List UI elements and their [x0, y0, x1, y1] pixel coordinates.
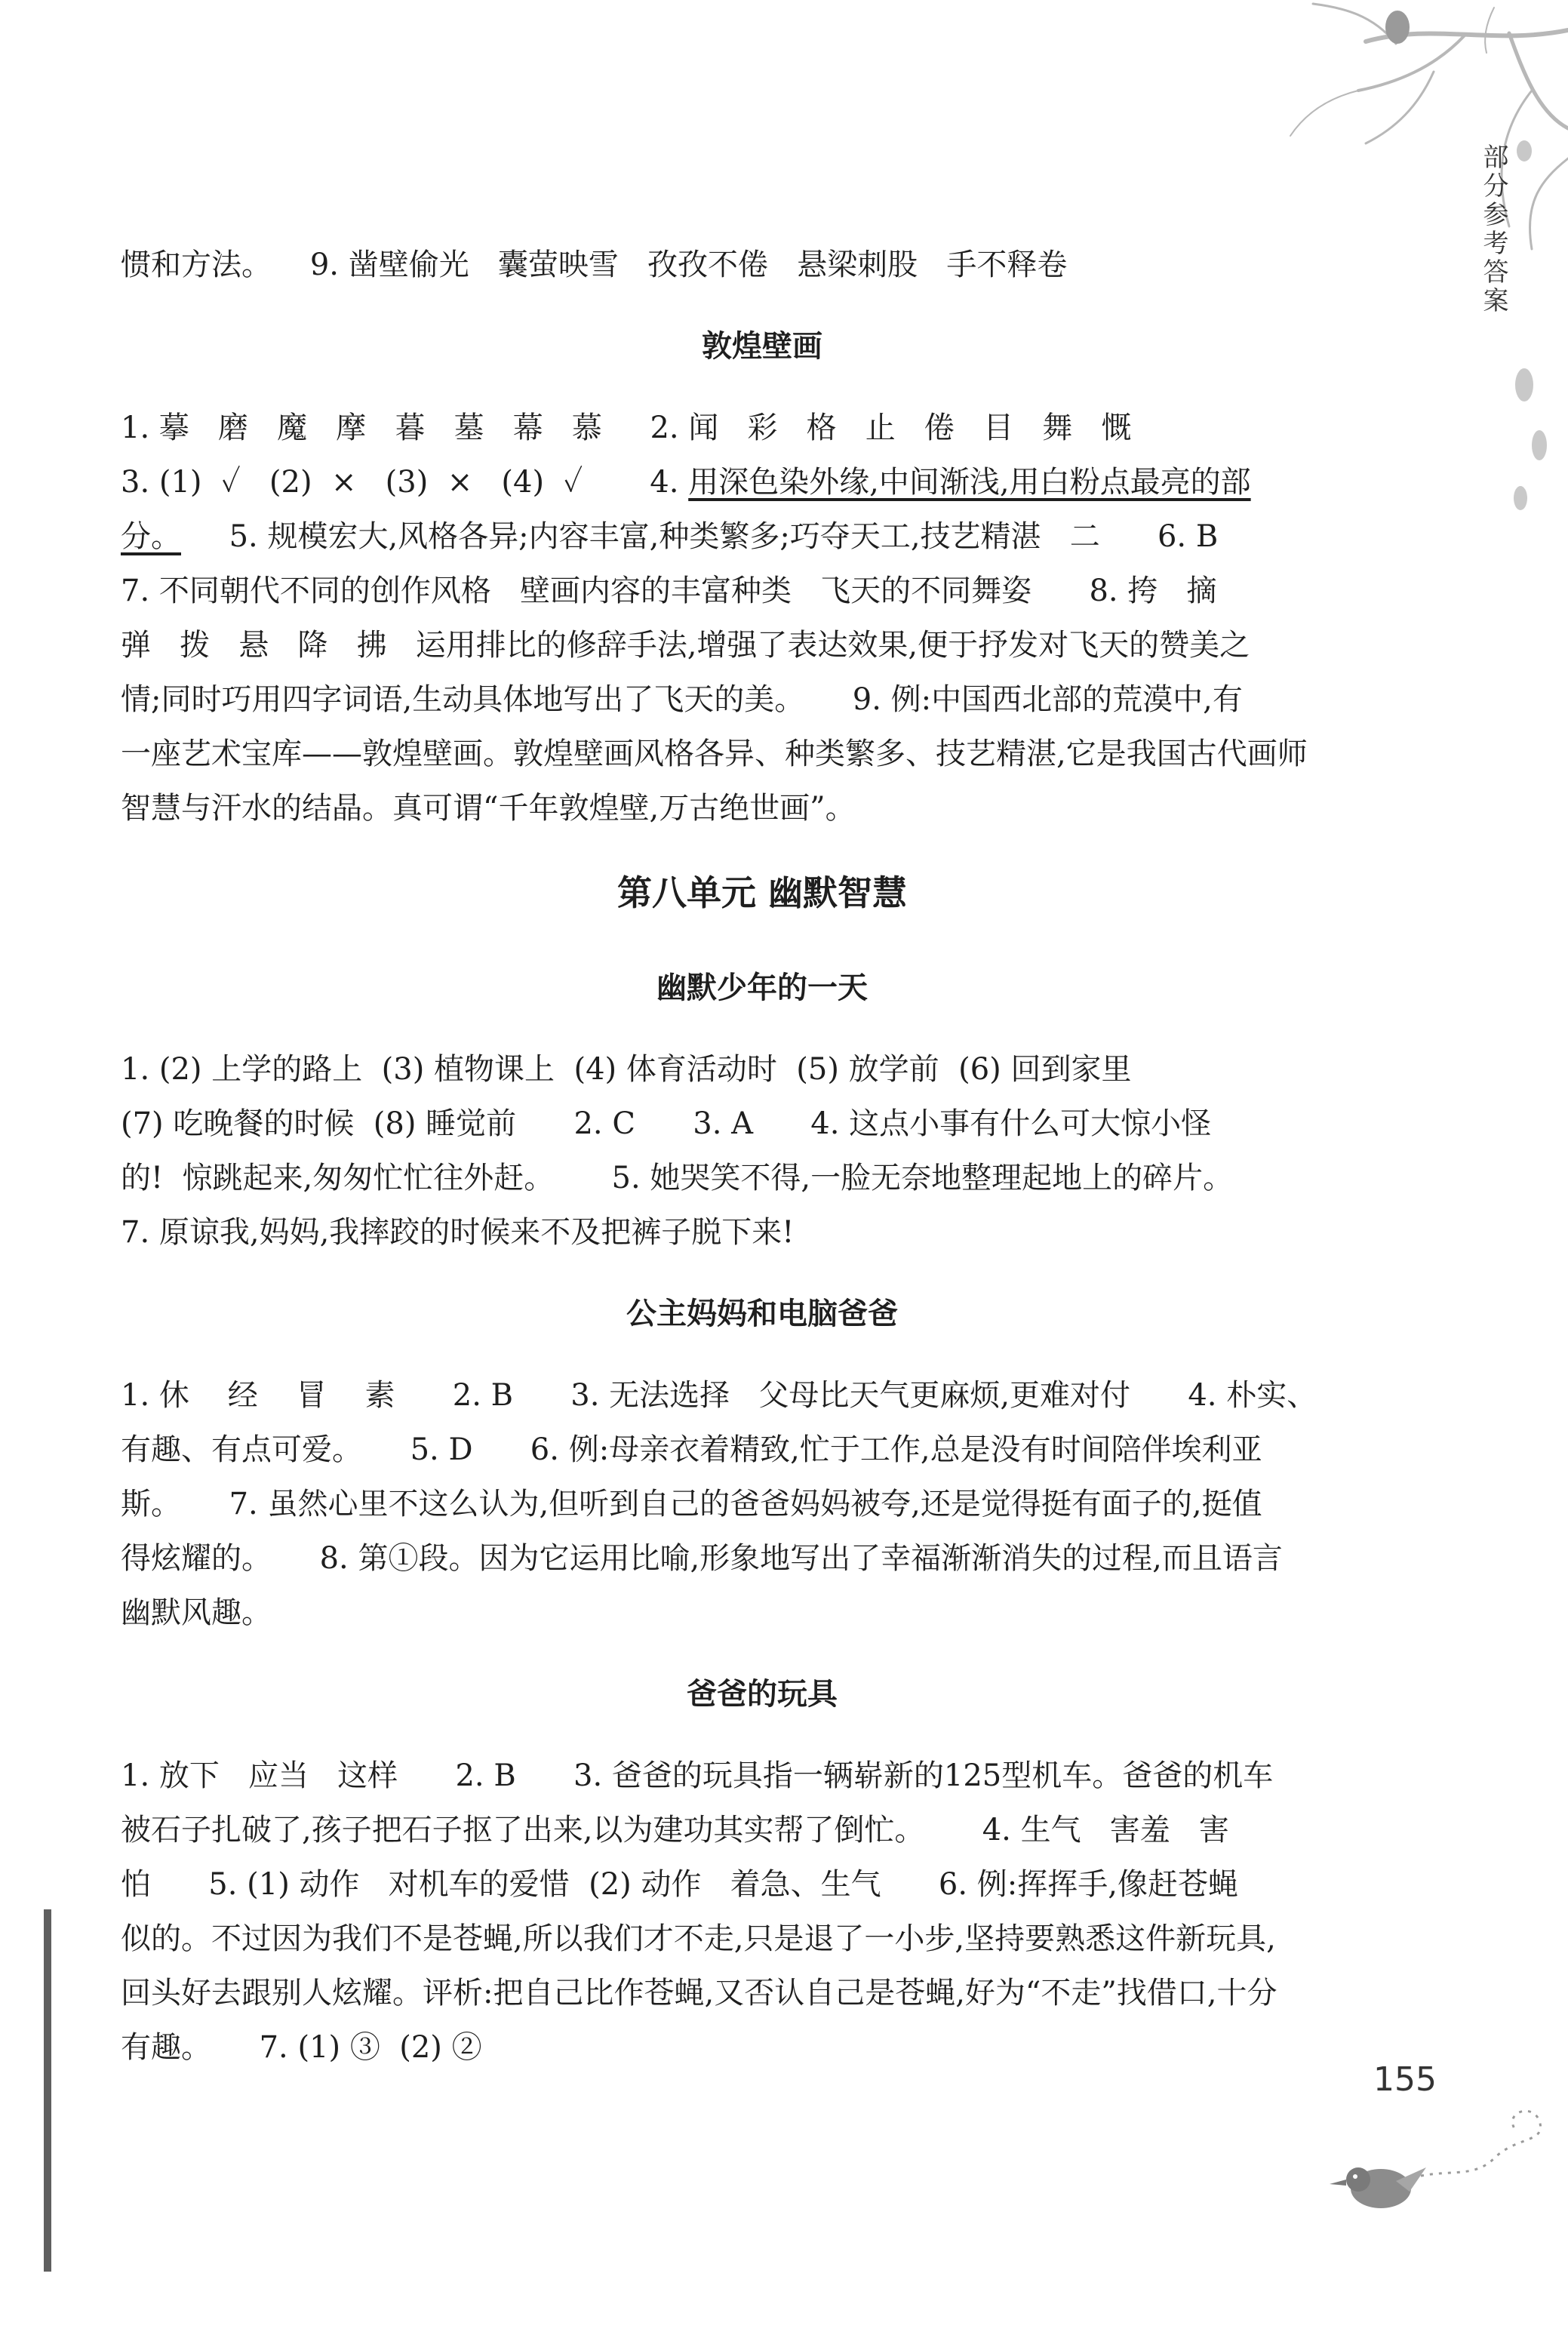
answer-line: 斯。 7. 虽然心里不这么认为,但听到自己的爸爸妈妈被夸,还是觉得挺有面子的,挺值 — [121, 1487, 1262, 1521]
answer-line: (7) 吃晚餐的时候 (8) 睡觉前 2. C 3. A 4. 这点小事有什么可大惊小怪 — [121, 1106, 1212, 1141]
answer-line: 的! 惊跳起来,匆匆忙忙往外赶。 5. 她哭笑不得,一脸无奈地整理起地上的碎片。 — [121, 1161, 1234, 1195]
section-title-dunhuang: 敦煌壁画 — [702, 329, 822, 364]
answer-line: 弹 拨 悬 降 拂 运用排比的修辞手法,增强了表达效果,便于抒发对飞天的赞美之 — [121, 628, 1250, 663]
answer-line: 1. 放下 应当 这样 2. B 3. 爸爸的玩具指一辆崭新的125型机车。爸爸的机车 — [121, 1758, 1274, 1793]
answer-text: 3. (1) ✓ (2) × (3) × (4) ✓ 4. — [121, 465, 689, 500]
underlined-answer: 分。 — [121, 519, 181, 554]
answer-line — [121, 509, 1404, 564]
answer-line: 情;同时巧用四字词语,生动具体地写出了飞天的美。 9. 例:中国西北部的荒漠中,有 — [121, 682, 1243, 717]
continuation-line: 惯和方法。 9. 凿壁偷光 囊萤映雪 孜孜不倦 悬梁刺股 手不释卷 — [121, 248, 1068, 282]
answer-line: 似的。不过因为我们不是苍蝇,所以我们才不走,只是退了一小步,坚持要熟悉这件新玩具, — [121, 1921, 1276, 1956]
answer-line: 7. 不同朝代不同的创作风格 壁画内容的丰富种类 飞天的不同舞姿 8. 挎 摘 — [121, 574, 1217, 608]
answer-line — [121, 455, 1404, 509]
section-title-wanju: 爸爸的玩具 — [687, 1677, 838, 1712]
unit-title: 第八单元 幽默智慧 — [616, 872, 907, 913]
answer-line: 1. 休 经 冒 素 2. B 3. 无法选择 父母比天气更麻烦,更难对付 4. 朴实、 — [121, 1378, 1317, 1413]
answer-line: 1. (2) 上学的路上 (3) 植物课上 (4) 体育活动时 (5) 放学前 (6) 回到家里 — [121, 1052, 1132, 1087]
answer-line: 智慧与汗水的结晶。真可谓“千年敦煌壁,万古绝世画”。 — [121, 791, 856, 826]
bird-silhouette — [1385, 11, 1410, 44]
answer-line: 得炫耀的。 8. 第①段。因为它运用比喻,形象地写出了幸福渐渐消失的过程,而且语言 — [121, 1541, 1283, 1576]
answer-line: 回头好去跟别人炫耀。评析:把自己比作苍蝇,又否认自己是苍蝇,好为“不走”找借口,十分 — [121, 1976, 1277, 2010]
underlined-answer: 用深色染外缘,中间渐浅,用白粉点最亮的部 — [688, 465, 1251, 500]
leaf-decoration — [1502, 355, 1562, 521]
answer-line: 幽默风趣。 — [121, 1595, 272, 1630]
answer-line: 1. 摹 磨 魔 摩 暮 墓 幕 慕 2. 闻 彩 格 止 倦 目 舞 慨 — [121, 411, 1132, 445]
answer-line: 7. 原谅我,妈妈,我摔跤的时候来不及把裤子脱下来! — [121, 1215, 795, 1250]
answer-line: 有趣、有点可爱。 5. D 6. 例:母亲衣着精致,忙于工作,总是没有时间陪伴埃利亚 — [121, 1432, 1262, 1467]
answer-line: 被石子扎破了,孩子把石子抠了出来,以为建功其实帮了倒忙。 4. 生气 害羞 害 — [121, 1813, 1229, 1847]
bird-decoration — [1313, 2098, 1562, 2241]
section-title-youmo: 幽默少年的一天 — [656, 971, 868, 1005]
answer-text: 5. 规模宏大,风格各异;内容丰富,种类繁多;巧夺天工,技艺精湛 二 6. B — [181, 519, 1219, 554]
section-side-tab: 部分参考答案 — [1478, 143, 1508, 315]
answer-line: 有趣。 7. (1) ③ (2) ② — [121, 2030, 482, 2065]
answer-line: 一座艺术宝库——敦煌壁画。敦煌壁画风格各异、种类繁多、技艺精湛,它是我国古代画师 — [121, 737, 1308, 771]
answer-content — [121, 238, 1404, 2075]
section-title-gongzhu: 公主妈妈和电脑爸爸 — [626, 1297, 898, 1331]
answer-line: 怕 5. (1) 动作 对机车的爱惜 (2) 动作 着急、生气 6. 例:挥挥手,像赶苍蝇 — [121, 1867, 1238, 1902]
page-number: 155 — [1373, 2060, 1437, 2099]
scan-edge-mark — [44, 1909, 51, 2272]
